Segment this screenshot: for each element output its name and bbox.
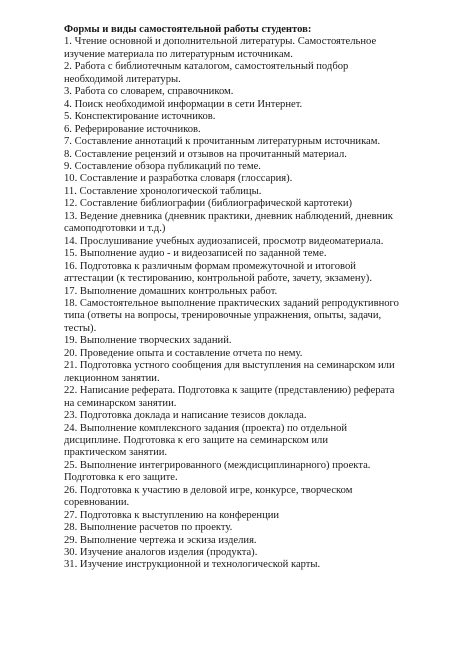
list-item-line: 22. Написание реферата. Подготовка к защите (представлению) реферата [64,385,395,397]
list-item [64,198,424,210]
list-item-line: 13. Ведение дневника (дневник практики, дневник наблюдений, дневник [64,210,393,222]
list-item-line: 8. Составление рецензий и отзывов на прочитанный материал. [64,148,347,160]
list-item [64,173,424,185]
document-body [64,24,424,572]
list-item-line: самоподготовки и т.д.) [64,223,166,235]
list-item [64,149,424,161]
list-item [64,236,424,248]
list-item-line: практическом занятии. [64,447,168,459]
list-item-line: 12. Составление библиографии (библиографической картотеки) [64,198,353,210]
list-item [64,535,424,547]
list-item-line: дисциплине. Подготовка к его защите на семинарском или [64,434,328,446]
list-item [64,186,424,198]
list-item [64,510,424,522]
list-item [64,348,424,360]
list-item-line: соревновании. [64,497,130,509]
list-item [64,36,424,61]
list-item-line: изучение материала по литературным источникам. [64,48,293,60]
list-item [64,99,424,111]
list-item-line: 26. Подготовка к участию в деловой игре, конкурсе, творческом [64,484,353,496]
work-forms-list [64,36,424,571]
list-item-line: 15. Выполнение аудио - и видеозаписей по заданной теме. [64,248,327,260]
list-item-line: 31. Изучение инструкционной и технологической карты. [64,559,321,571]
list-item-line: 24. Выполнение комплексного задания (проекта) по отдельной [64,422,348,434]
list-item [64,485,424,510]
list-item-line: 5. Конспектирование источников. [64,111,216,123]
list-item [64,423,424,460]
list-item [64,335,424,347]
list-item-line: аттестации (к тестированию, контрольной работе, зачету, экзамену). [64,273,372,285]
list-item-line: 14. Прослушивание учебных аудиозаписей, просмотр видеоматериала. [64,235,384,247]
list-item-line: 21. Подготовка устного сообщения для выступления на семинарском или [64,360,395,372]
list-item-line: 4. Поиск необходимой информации в сети Интернет. [64,98,303,110]
list-item-line: 30. Изучение аналогов изделия (продукта). [64,547,258,559]
list-item [64,211,424,236]
list-item [64,522,424,534]
list-item [64,136,424,148]
list-item-line: 10. Составление и разработка словаря (глоссария). [64,173,293,185]
list-item [64,286,424,298]
document-title: Формы и виды самостоятельной работы студентов: [64,24,312,35]
list-item-line: 27. Подготовка к выступлению на конференции [64,509,280,521]
list-item-line: лекционном занятии. [64,372,160,384]
list-item [64,261,424,286]
list-item-line: 6. Реферирование источников. [64,123,201,135]
list-item [64,124,424,136]
list-item-line: типа (ответы на вопросы, тренировочные упражнения, опыты, задачи, [64,310,382,322]
list-item [64,410,424,422]
list-item [64,111,424,123]
list-item [64,248,424,260]
list-item-line: на семинарском занятии. [64,397,177,409]
list-item-line: 7. Составление аннотаций к прочитанным литературным источникам. [64,136,381,148]
list-item [64,385,424,410]
list-item [64,298,424,335]
list-item-line: 2. Работа с библиотечным каталогом, самостоятельный подбор [64,61,349,73]
list-item [64,86,424,98]
list-item-line: необходимой литературы. [64,73,181,85]
list-item-line: 23. Подготовка доклада и написание тезисов доклада. [64,410,307,422]
list-item-line: 9. Составление обзора публикаций по теме. [64,160,261,172]
list-item-line: 17. Выполнение домашних контрольных работ. [64,285,278,297]
list-item-line: 3. Работа со словарем, справочником. [64,86,234,98]
list-item-line: 1. Чтение основной и дополнительной литературы. Самостоятельное [64,36,377,48]
list-item [64,360,424,385]
list-item-line: 28. Выполнение расчетов по проекту. [64,522,233,534]
list-item-line: 16. Подготовка к различным формам промежуточной и итоговой [64,260,356,272]
list-item-line: Подготовка к его защите. [64,472,178,484]
list-item [64,559,424,571]
list-item-line: 11. Составление хронологической таблицы. [64,185,262,197]
list-item-line: 25. Выполнение интегрированного (междисциплинарного) проекта. [64,459,371,471]
list-item-line: тесты). [64,322,97,334]
list-item [64,460,424,485]
list-item [64,61,424,86]
list-item [64,161,424,173]
list-item [64,547,424,559]
list-item-line: 20. Проведение опыта и составление отчета по нему. [64,347,303,359]
list-item-line: 19. Выполнение творческих заданий. [64,335,232,347]
list-item-line: 18. Самостоятельное выполнение практических заданий репродуктивного [64,297,399,309]
list-item-line: 29. Выполнение чертежа и эскиза изделия. [64,534,257,546]
